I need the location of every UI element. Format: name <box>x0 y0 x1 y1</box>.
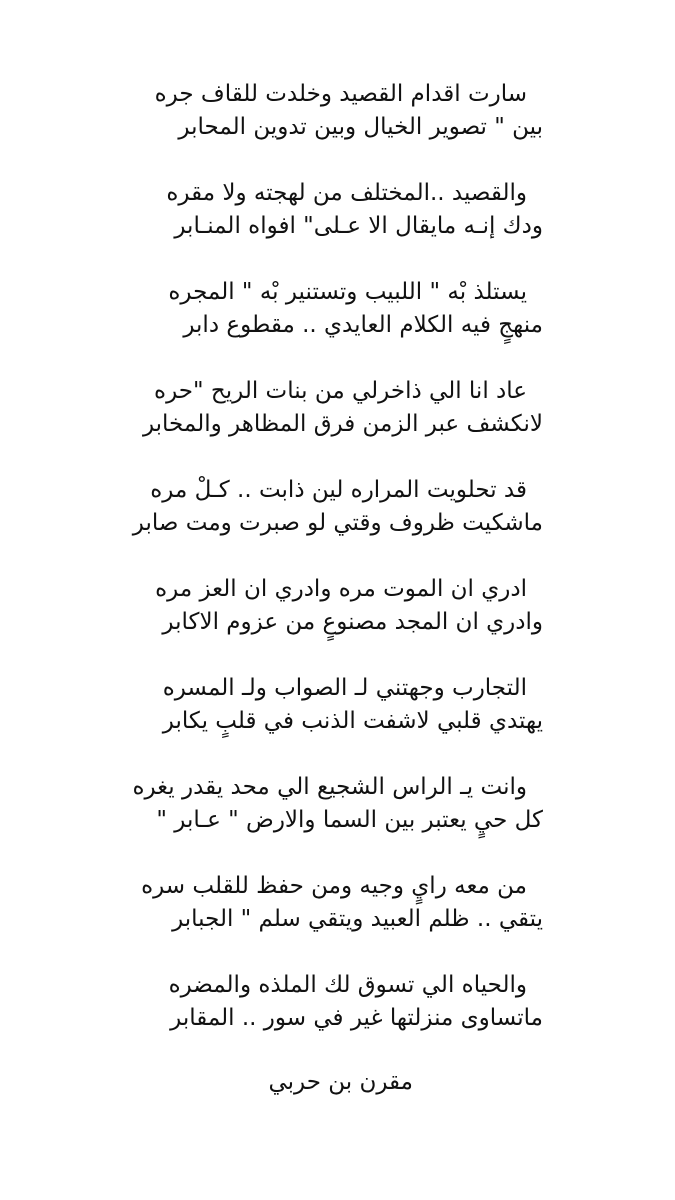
verse-line: يتقي .. ظلم العبيد ويتقي سلم " الجبابر <box>172 906 543 932</box>
stanza-6 <box>0 573 675 639</box>
verse-line: ادري ان الموت مره وادري ان العز مره <box>155 576 527 602</box>
verse-line: قد تحلويت المراره لين ذابت .. كـلْ مره <box>150 477 527 503</box>
verse-line: والقصيد ..المختلف من لهجته ولا مقره <box>166 180 527 206</box>
stanza-3 <box>0 276 675 342</box>
stanza-4 <box>0 375 675 441</box>
verse-line: منهجٍ فيه الكلام العايدي .. مقطوع دابر <box>183 312 543 338</box>
verse-line: التجارب وجهتني لـ الصواب ولـ المسره <box>162 675 527 701</box>
verse-line: وادري ان المجد مصنوعٍ من عزوم الاكابر <box>162 609 543 635</box>
verse-line: والحياه الي تسوق لك الملذه والمضره <box>168 972 527 998</box>
stanza-10 <box>0 969 675 1035</box>
verse-line: يستلذ بْه " اللبيب وتستنير بْه " المجره <box>168 279 527 305</box>
verse-line: ماتساوى منزلتها غير في سور .. المقابر <box>170 1005 543 1031</box>
stanza-7 <box>0 672 675 738</box>
stanza-9 <box>0 870 675 936</box>
verse-line: لانكشف عبر الزمن فرق المظاهر والمخابر <box>142 411 543 437</box>
verse-line: ماشكيت ظروف وقتي لو صبرت ومت صابر <box>132 510 543 536</box>
poet-signature: مقرن بن حربي <box>268 1069 413 1095</box>
verse-line: بين " تصوير الخيال وبين تدوين المحابر <box>178 114 543 140</box>
verse-line: يهتدي قلبي لاشفت الذنب في قلبٍ يكابر <box>162 708 543 734</box>
stanza-2 <box>0 177 675 243</box>
poem-body <box>0 78 675 1099</box>
verse-line: عاد انا الي ذاخرلي من بنات الريح "حره <box>154 378 527 404</box>
verse-line: من معه رايٍ وجيه ومن حفظ للقلب سره <box>141 873 527 899</box>
stanza-1 <box>0 78 675 144</box>
stanza-8 <box>0 771 675 837</box>
verse-line: وانت يـ الراس الشجيع الي محد يقدر يغره <box>132 774 527 800</box>
stanza-5 <box>0 474 675 540</box>
verse-line: سارت اقدام القصيد وخلدت للقاف جره <box>154 81 527 107</box>
verse-line: ودك إنـه مايقال الا عـلى" افواه المنـابر <box>174 213 543 239</box>
verse-line: كل حيٍ يعتبر بين السما والارض " عـابر " <box>156 807 543 833</box>
